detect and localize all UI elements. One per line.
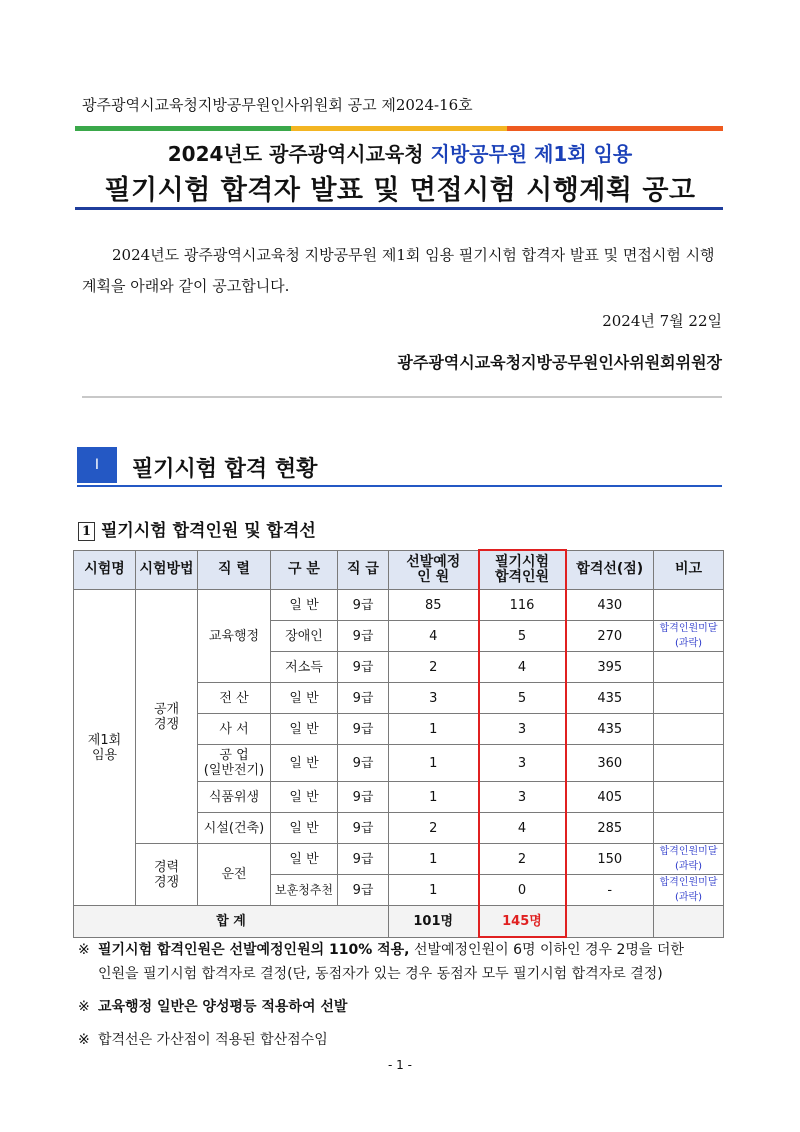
- header-remark: 비고: [654, 550, 724, 590]
- row-remark: [654, 652, 724, 683]
- table-row: [74, 590, 724, 621]
- row-remark: 합격인원미달(과락): [654, 621, 724, 652]
- note-mark: ※: [78, 999, 90, 1015]
- subsection-title: [78, 516, 316, 541]
- row-planned: 3: [389, 683, 479, 714]
- total-passed: 145명: [479, 906, 566, 938]
- row-remark: 합격인원미달(과락): [654, 844, 724, 875]
- row-cutoff: 270: [566, 621, 654, 652]
- row-cutoff: 435: [566, 683, 654, 714]
- row-grade: 9급: [338, 590, 389, 621]
- header-method: 시험방법: [136, 550, 198, 590]
- row-passed: 3: [479, 745, 566, 782]
- row-cutoff: 430: [566, 590, 654, 621]
- series-industrial-line1: 공 업: [219, 748, 249, 763]
- row-grade: 9급: [338, 782, 389, 813]
- color-bar-orange: [507, 126, 723, 131]
- row-cutoff: 435: [566, 714, 654, 745]
- note-2: [78, 995, 728, 1019]
- note-2-text: 교육행정 일반은 양성평등 적용하여 선발: [98, 999, 348, 1015]
- row-cutoff: 285: [566, 813, 654, 844]
- series-admin: 교육행정: [198, 590, 271, 683]
- subsection-title-text: 필기시험 합격인원 및 합격선: [101, 521, 316, 541]
- method-career-cell: [136, 844, 198, 906]
- notice-number: 광주광역시교육청지방공무원인사위원회 공고 제2024-16호: [82, 96, 473, 114]
- header-passed-line2: 합격인원: [494, 569, 550, 585]
- color-bar-green: [75, 126, 291, 131]
- row-cutoff: 405: [566, 782, 654, 813]
- note-mark: ※: [78, 942, 90, 958]
- note-1-continued: 인원을 필기시험 합격자로 결정(단, 동점자가 있는 경우 동점자 모두 필기시험 합격자로 결정): [98, 966, 663, 982]
- row-passed: 2: [479, 844, 566, 875]
- row-category: 일 반: [271, 782, 338, 813]
- row-remark: [654, 590, 724, 621]
- color-bar: [75, 126, 723, 131]
- row-passed: 4: [479, 652, 566, 683]
- row-planned: 1: [389, 844, 479, 875]
- total-label: 합 계: [74, 906, 389, 938]
- row-planned: 1: [389, 714, 479, 745]
- method-open-line1: 공개: [153, 701, 180, 717]
- row-planned: 2: [389, 813, 479, 844]
- title-rule: [75, 207, 723, 210]
- exam-name-cell: [74, 590, 136, 906]
- row-category: 일 반: [271, 590, 338, 621]
- row-category: 저소득: [271, 652, 338, 683]
- note-1-rest: 선발예정인원이 6명 이하인 경우 2명을 더한: [409, 942, 684, 958]
- row-passed: 116: [479, 590, 566, 621]
- authority-name: 광주광역시교육청지방공무원인사위원회위원장: [397, 353, 722, 372]
- notes: [78, 938, 728, 1061]
- header-category: 구 분: [271, 550, 338, 590]
- row-grade: 9급: [338, 621, 389, 652]
- header-cutoff: 합격선(점): [566, 550, 654, 590]
- row-remark: [654, 683, 724, 714]
- series-food: 식품위생: [198, 782, 271, 813]
- method-open-cell: [136, 590, 198, 844]
- total-cutoff: [566, 906, 654, 938]
- series-facility: 시설(건축): [198, 813, 271, 844]
- row-category: 일 반: [271, 714, 338, 745]
- row-remark: 합격인원미달(과락): [654, 875, 724, 906]
- header-passed: [479, 550, 566, 590]
- row-grade: 9급: [338, 844, 389, 875]
- header-grade: 직 급: [338, 550, 389, 590]
- title-line-1: [0, 138, 800, 167]
- row-passed: 0: [479, 875, 566, 906]
- row-grade: 9급: [338, 875, 389, 906]
- series-industrial-line2: (일반전기): [203, 763, 265, 778]
- row-remark: [654, 714, 724, 745]
- notice-date: 2024년 7월 22일: [602, 312, 722, 330]
- row-grade: 9급: [338, 683, 389, 714]
- row-passed: 5: [479, 621, 566, 652]
- row-passed: 5: [479, 683, 566, 714]
- row-planned: 85: [389, 590, 479, 621]
- row-category: 일 반: [271, 813, 338, 844]
- intro-body: 2024년도 광주광역시교육청 지방공무원 제1회 임용 필기시험 합격자 발표 및 면접시험 시행계획을 아래와 같이 공고합니다.: [82, 246, 715, 295]
- row-planned: 1: [389, 782, 479, 813]
- row-remark: [654, 782, 724, 813]
- table-row: [74, 844, 724, 875]
- row-category: 보훈청추천: [271, 875, 338, 906]
- row-cutoff: 360: [566, 745, 654, 782]
- section-number-badge: Ⅰ: [77, 447, 117, 483]
- method-career-line2: 경쟁: [153, 874, 180, 890]
- header-exam: 시험명: [74, 550, 136, 590]
- note-1-bold: 필기시험 합격인원은 선발예정인원의 110% 적용,: [98, 942, 410, 958]
- row-category: 장애인: [271, 621, 338, 652]
- row-passed: 3: [479, 782, 566, 813]
- series-driving: 운전: [198, 844, 271, 906]
- results-table: [73, 549, 724, 938]
- page-title: 필기시험 합격자 발표 및 면접시험 시행계획 공고: [104, 175, 696, 206]
- total-remark: [654, 906, 724, 938]
- row-grade: 9급: [338, 652, 389, 683]
- page-number: - 1 -: [388, 1058, 412, 1072]
- section-title: 필기시험 합격 현황: [132, 457, 318, 482]
- row-planned: 1: [389, 745, 479, 782]
- row-grade: 9급: [338, 714, 389, 745]
- color-bar-yellow: [291, 126, 507, 131]
- header-planned-line2: 인 원: [417, 568, 450, 585]
- header-passed-line1: 필기시험: [494, 554, 550, 570]
- table-total-row: [74, 906, 724, 938]
- title-line-1-highlight: 지방공무원 제1회 임용: [430, 142, 633, 166]
- row-grade: 9급: [338, 745, 389, 782]
- note-3-text: 합격선은 가산점이 적용된 합산점수임: [98, 1032, 328, 1048]
- exam-name-line2: 임용: [91, 747, 118, 763]
- row-cutoff: 150: [566, 844, 654, 875]
- method-open-line2: 경쟁: [153, 716, 180, 732]
- row-category: 일 반: [271, 683, 338, 714]
- row-grade: 9급: [338, 813, 389, 844]
- method-career-line1: 경력: [153, 859, 180, 875]
- row-cutoff: -: [566, 875, 654, 906]
- subsection-number: 1: [78, 522, 95, 541]
- note-mark: ※: [78, 1032, 90, 1048]
- row-passed: 3: [479, 714, 566, 745]
- table-header-row: [74, 550, 724, 590]
- row-planned: 1: [389, 875, 479, 906]
- section-rule: [77, 485, 722, 487]
- total-planned: 101명: [389, 906, 479, 938]
- note-3: [78, 1028, 728, 1052]
- row-passed: 4: [479, 813, 566, 844]
- row-planned: 2: [389, 652, 479, 683]
- note-1: [78, 938, 728, 986]
- exam-name-line1: 제1회: [87, 732, 122, 748]
- title-line-1-prefix: 2024년도 광주광역시교육청: [167, 142, 431, 166]
- row-planned: 4: [389, 621, 479, 652]
- header-series: 직 렬: [198, 550, 271, 590]
- row-category: 일 반: [271, 745, 338, 782]
- series-industrial: [198, 745, 271, 782]
- series-computer: 전 산: [198, 683, 271, 714]
- row-cutoff: 395: [566, 652, 654, 683]
- divider: [82, 396, 722, 398]
- row-category: 일 반: [271, 844, 338, 875]
- row-remark: [654, 813, 724, 844]
- intro-text: [82, 240, 722, 302]
- header-planned: [389, 550, 479, 590]
- series-librarian: 사 서: [198, 714, 271, 745]
- row-remark: [654, 745, 724, 782]
- header-planned-line1: 선발예정: [406, 553, 461, 570]
